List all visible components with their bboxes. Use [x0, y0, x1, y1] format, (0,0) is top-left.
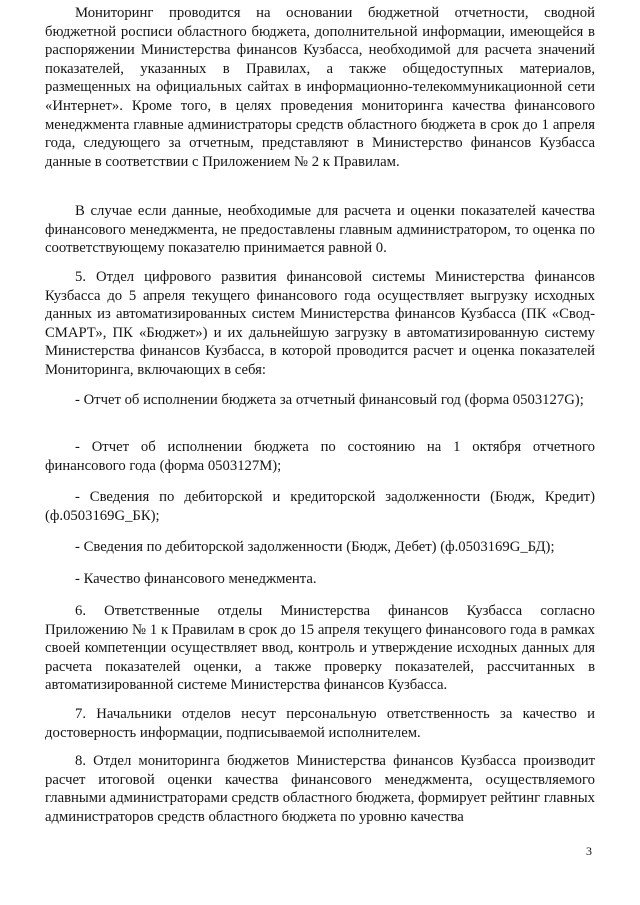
paragraph-item-6: 6. Ответственные отделы Министерства финансов Кузбасса согласно Приложению № 1 к Правилам в срок до 15 апреля текущего финансового года в рамках своей компетенции осуществляет ввод, контроль и утверждение исходных данных для расчета показателей оценки, а также проверку показателей, рассчитанных в автоматизированной системе Министерства финансов Кузбасса. [45, 603, 595, 694]
list-item-debt-credit: - Сведения по дебиторской и кредиторской задолженности (Бюдж, Кредит) (ф.0503169G_БК); [45, 489, 595, 524]
paragraph-item-5: 5. Отдел цифрового развития финансовой системы Министерства финансов Кузбасса до 5 апреля текущего финансового года осуществляет выгрузку исходных данных из автоматизированных систем Министерства финансов Кузбасса (ПК «Свод-СМАРТ», ПК «Бюджет») и их дальнейшую загрузку в автоматизированную систему Министерства финансов Кузбасса, в которой проводится расчет и оценка показателей Мониторинга, включающих в себя: [45, 269, 595, 378]
list-item-quality: - Качество финансового менеджмента. [75, 571, 317, 587]
list-item-debt-debit: - Сведения по дебиторской задолженности (Бюдж, Дебет) (ф.0503169G_БД); [75, 539, 555, 555]
list-item-report-october: - Отчет об исполнении бюджета по состоянию на 1 октября отчетного финансового года (форма 0503127M); [45, 439, 595, 474]
paragraph-missing-data: В случае если данные, необходимые для расчета и оценки показателей качества финансового менеджмента, не предоставлены главным администратором, то оценка по соответствующему показателю принимается равной 0. [45, 203, 595, 257]
paragraph-monitoring-basis: Мониторинг проводится на основании бюджетной отчетности, сводной бюджетной росписи областного бюджета, дополнительной информации, имеющейся в распоряжении Министерства финансов Кузбасса, необходимой для расчета значений показателей, указанных в Правилах, а также общедоступных материалов, размещенных на официальных сайтах в информационно-телекоммуникационной сети «Интернет». Кроме того, в целях проведения мониторинга качества финансового менеджмента главные администраторы средств областного бюджета в срок до 1 апреля года, следующего за отчетным, представляют в Министерство финансов Кузбасса данные в соответствии с Приложением № 2 к Правилам. [45, 5, 595, 170]
page-number: 3 [586, 844, 592, 858]
paragraph-item-7: 7. Начальники отделов несут персональную ответственность за качество и достоверность информации, подписываемой исполнителем. [45, 706, 595, 741]
paragraph-item-8: 8. Отдел мониторинга бюджетов Министерства финансов Кузбасса производит расчет итоговой оценки качества финансового менеджмента, осуществляемого главными администраторами средств областного бюджета, формирует рейтинг главных администраторов средств областного бюджета по уровню качества [45, 753, 595, 825]
list-item-report-annual: - Отчет об исполнении бюджета за отчетный финансовый год (форма 0503127G); [75, 392, 584, 408]
